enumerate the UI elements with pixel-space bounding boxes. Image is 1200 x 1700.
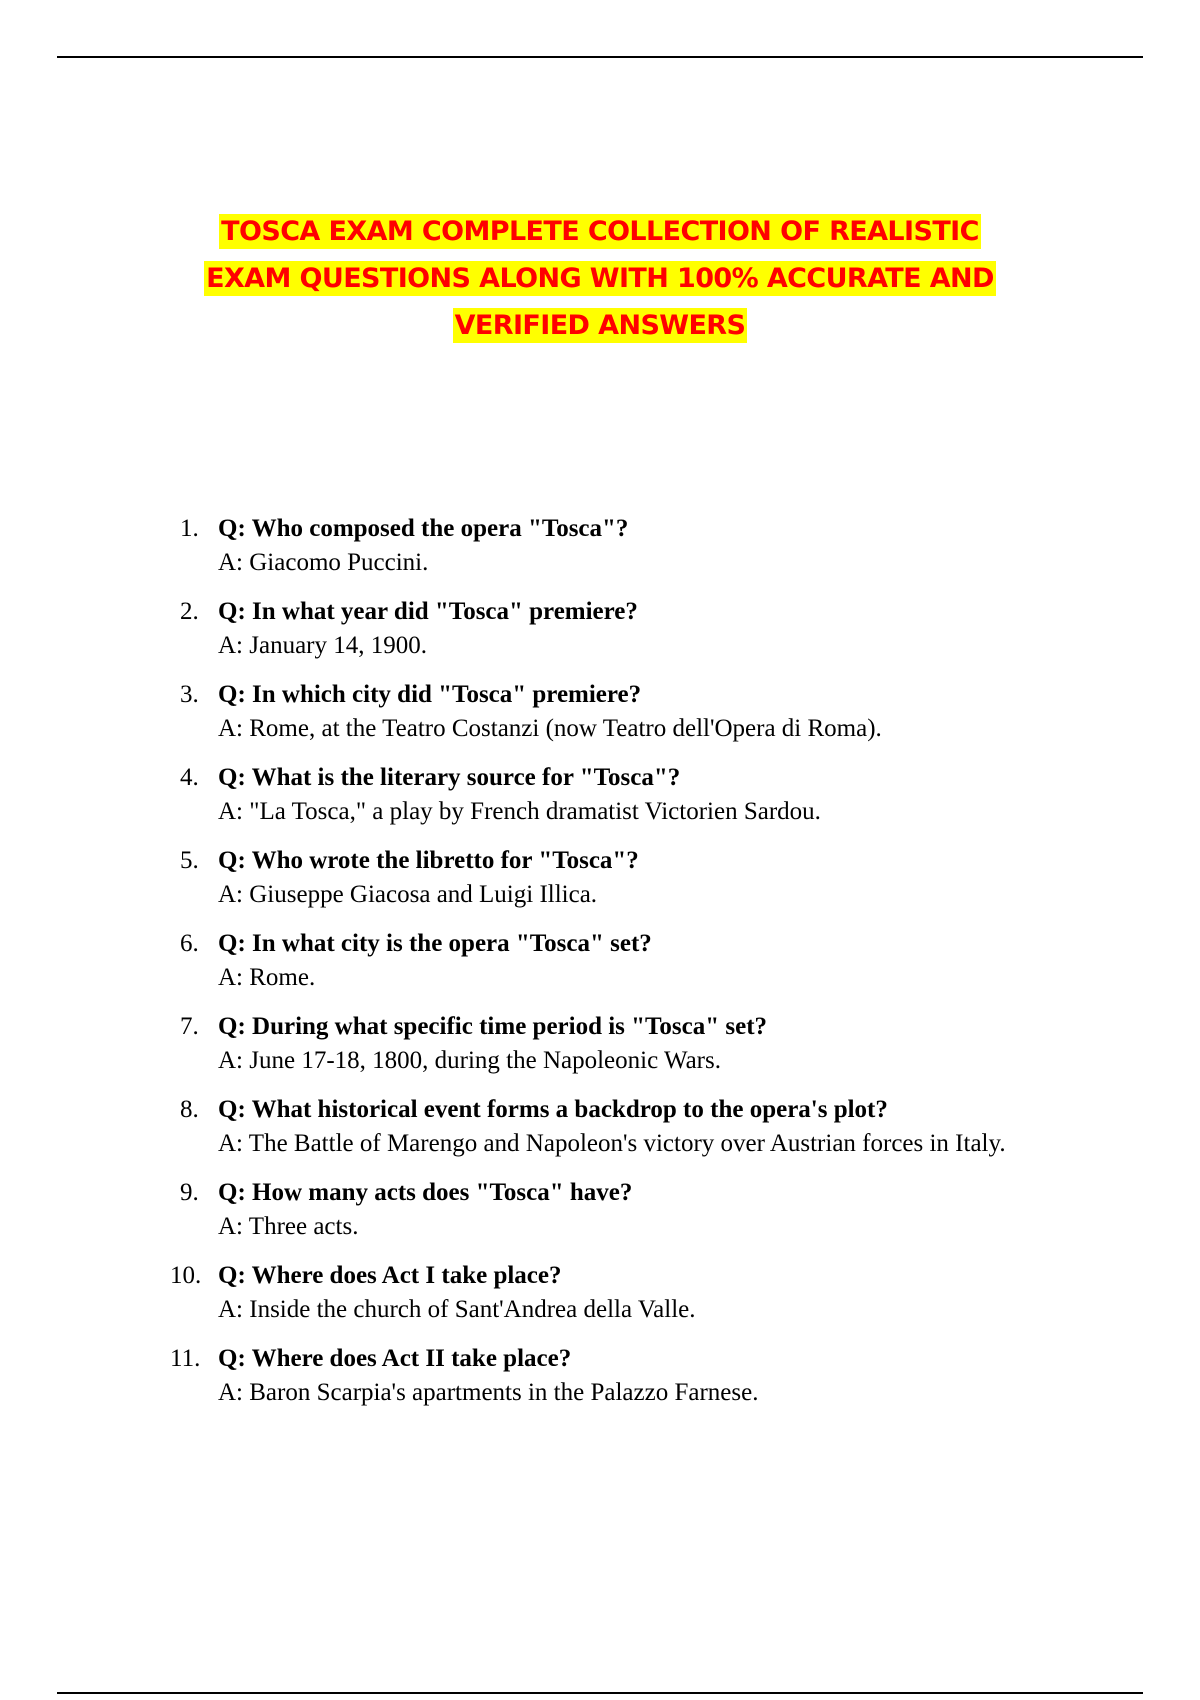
list-item bbox=[170, 927, 1070, 995]
question-text: Q: In which city did "Tosca" premiere? bbox=[218, 681, 642, 708]
title-line-1: TOSCA EXAM COMPLETE COLLECTION OF REALISTIC bbox=[221, 216, 979, 247]
question-list bbox=[170, 512, 1070, 1425]
list-item bbox=[170, 1342, 1070, 1410]
item-number: 4. bbox=[180, 764, 199, 791]
item-number: 1. bbox=[180, 515, 199, 542]
item-number: 7. bbox=[180, 1013, 199, 1040]
question-text: Q: What historical event forms a backdrop to the opera's plot? bbox=[218, 1096, 888, 1123]
item-number: 9. bbox=[180, 1179, 199, 1206]
item-number: 2. bbox=[180, 598, 199, 625]
document-title bbox=[100, 208, 1100, 349]
item-number: 11. bbox=[170, 1345, 201, 1372]
question-text: Q: What is the literary source for "Tosca"? bbox=[218, 764, 681, 791]
answer-text: A: Giacomo Puccini. bbox=[218, 549, 429, 576]
list-item bbox=[170, 761, 1070, 829]
answer-text: A: January 14, 1900. bbox=[218, 632, 427, 659]
question-text: Q: Where does Act II take place? bbox=[218, 1345, 572, 1372]
answer-text: A: Rome. bbox=[218, 964, 316, 991]
item-number: 6. bbox=[180, 930, 199, 957]
footer-rule bbox=[57, 1692, 1143, 1694]
answer-text: A: Giuseppe Giacosa and Luigi Illica. bbox=[218, 881, 598, 908]
item-number: 10. bbox=[170, 1262, 202, 1289]
item-number: 8. bbox=[180, 1096, 199, 1123]
list-item bbox=[170, 844, 1070, 912]
item-number: 3. bbox=[180, 681, 199, 708]
item-number: 5. bbox=[180, 847, 199, 874]
answer-text: A: "La Tosca," a play by French dramatist Victorien Sardou. bbox=[218, 798, 821, 825]
title-line-3: VERIFIED ANSWERS bbox=[454, 310, 746, 341]
list-item bbox=[170, 1176, 1070, 1244]
list-item bbox=[170, 1259, 1070, 1327]
question-text: Q: Who composed the opera "Tosca"? bbox=[218, 515, 629, 542]
question-text: Q: In what year did "Tosca" premiere? bbox=[218, 598, 638, 625]
answer-text: A: Baron Scarpia's apartments in the Palazzo Farnese. bbox=[218, 1379, 759, 1406]
answer-text: A: June 17-18, 1800, during the Napoleonic Wars. bbox=[218, 1047, 721, 1074]
question-text: Q: In what city is the opera "Tosca" set? bbox=[218, 930, 652, 957]
answer-text: A: Inside the church of Sant'Andrea della Valle. bbox=[218, 1296, 696, 1323]
question-text: Q: Where does Act I take place? bbox=[218, 1262, 562, 1289]
list-item bbox=[170, 678, 1070, 746]
list-item bbox=[170, 512, 1070, 580]
question-text: Q: During what specific time period is "Tosca" set? bbox=[218, 1013, 768, 1040]
answer-text: A: The Battle of Marengo and Napoleon's victory over Austrian forces in Italy. bbox=[218, 1130, 1006, 1157]
question-text: Q: Who wrote the libretto for "Tosca"? bbox=[218, 847, 639, 874]
list-item bbox=[170, 1093, 1070, 1161]
list-item bbox=[170, 1010, 1070, 1078]
answer-text: A: Rome, at the Teatro Costanzi (now Teatro dell'Opera di Roma). bbox=[218, 715, 882, 742]
header-rule bbox=[57, 56, 1143, 58]
answer-text: A: Three acts. bbox=[218, 1213, 359, 1240]
list-item bbox=[170, 595, 1070, 663]
title-line-2: EXAM QUESTIONS ALONG WITH 100% ACCURATE AND bbox=[206, 263, 994, 294]
question-text: Q: How many acts does "Tosca" have? bbox=[218, 1179, 633, 1206]
